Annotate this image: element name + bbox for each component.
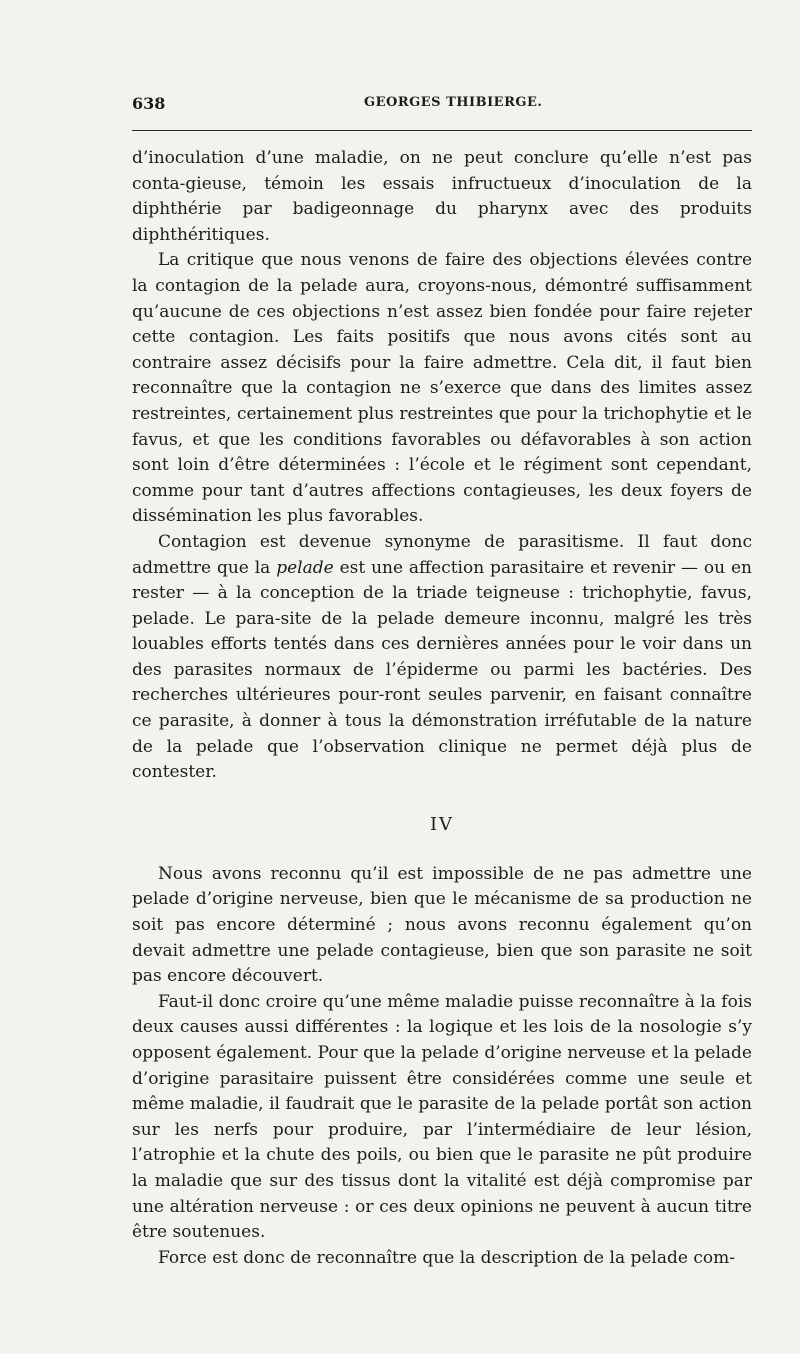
paragraph-force: Force est donc de reconnaître que la description de la pelade com- xyxy=(158,1247,735,1268)
emphasis-pelade: pelade xyxy=(276,557,334,578)
paragraph-reconnu: Nous avons reconnu qu’il est impossible de ne pas admettre une pelade d’origine nerveuse, bien que le mécanisme de sa production ne soit pas encore déterminé ; nous avons reconnu également qu’on devait admettre une pelade contagieuse, bien que son parasite ne soit pas encore découvert. xyxy=(132,863,752,987)
paragraph-contagion xyxy=(132,530,752,786)
paragraph-critique: La critique que nous venons de faire des objections élevées contre la contagion de la pelade aura, croyons-nous, démontré suffisamment qu’aucune de ces objections n’est assez bien fondée pour faire rejeter cette contagion. Les faits positifs que nous avons cités sont au contraire assez décisifs pour la faire admettre. Cela dit, il faut bien reconnaître que la contagion ne s’exerce que dans des limites assez restreintes, certainement plus restreintes que pour la trichophytie et le favus, et que les conditions favorables ou défavorables à son action sont loin d’être déterminées : l’école et le régiment sont cependant, comme pour tant d’autres affections contagieuses, les deux foyers de dissémination les plus favorables. xyxy=(132,250,752,527)
running-head xyxy=(132,94,752,120)
main-text xyxy=(132,146,752,1271)
page-number: 638 xyxy=(132,94,166,113)
paragraph-faut-il: Faut-il donc croire qu’une même maladie puisse reconnaître à la fois deux causes aussi différentes : la logique et les lois de la nosologie s’y opposent également. Pour que la pelade d’origine nerveuse et la pelade d’origine parasitaire puissent être considérées comme une seule et même maladie, il faudrait que le parasite de la pelade portât son action sur les nerfs pour produire, par l’intermédiaire de leur lésion, l’atrophie et la chute des poils, ou bien que le parasite ne pût produire la maladie que sur des tissus dont la vitalité est déjà compromise par une altération nerveuse : or ces deux opinions ne peuvent à aucun titre être soutenues. xyxy=(132,991,752,1243)
paragraph-contagion-end: est une affection parasitaire et revenir — ou en rester — à la conception de la triade teigneuse : trichophytie, favus, pelade. Le para-site de la pelade demeure inconnu, malgré les très louables efforts tentés dans ces dernières années pour le voir dans un des parasites normaux de l’épiderme ou parmi les bactéries. Des recherches ultérieures pour-ront seules parvenir, en faisant connaître ce parasite, à donner à tous la démonstration irréfutable de la nature de la pelade que l’observation clinique ne permet déjà plus de contester. xyxy=(132,557,753,783)
section-heading: IV xyxy=(429,813,455,835)
header-rule xyxy=(132,130,752,131)
running-title: GEORGES THIBIERGE. xyxy=(364,95,543,110)
paragraph-contagion-start: Contagion est devenue synonyme de parasitisme. Il faut donc admettre que la xyxy=(132,531,752,578)
paragraph-continuation: d’inoculation d’une maladie, on ne peut conclure qu’elle n’est pas conta-gieuse, témoin les essais infructueux d’inoculation de la diphthérie par badigeonnage du pharynx avec des produits diphthéritiques. xyxy=(132,148,752,245)
